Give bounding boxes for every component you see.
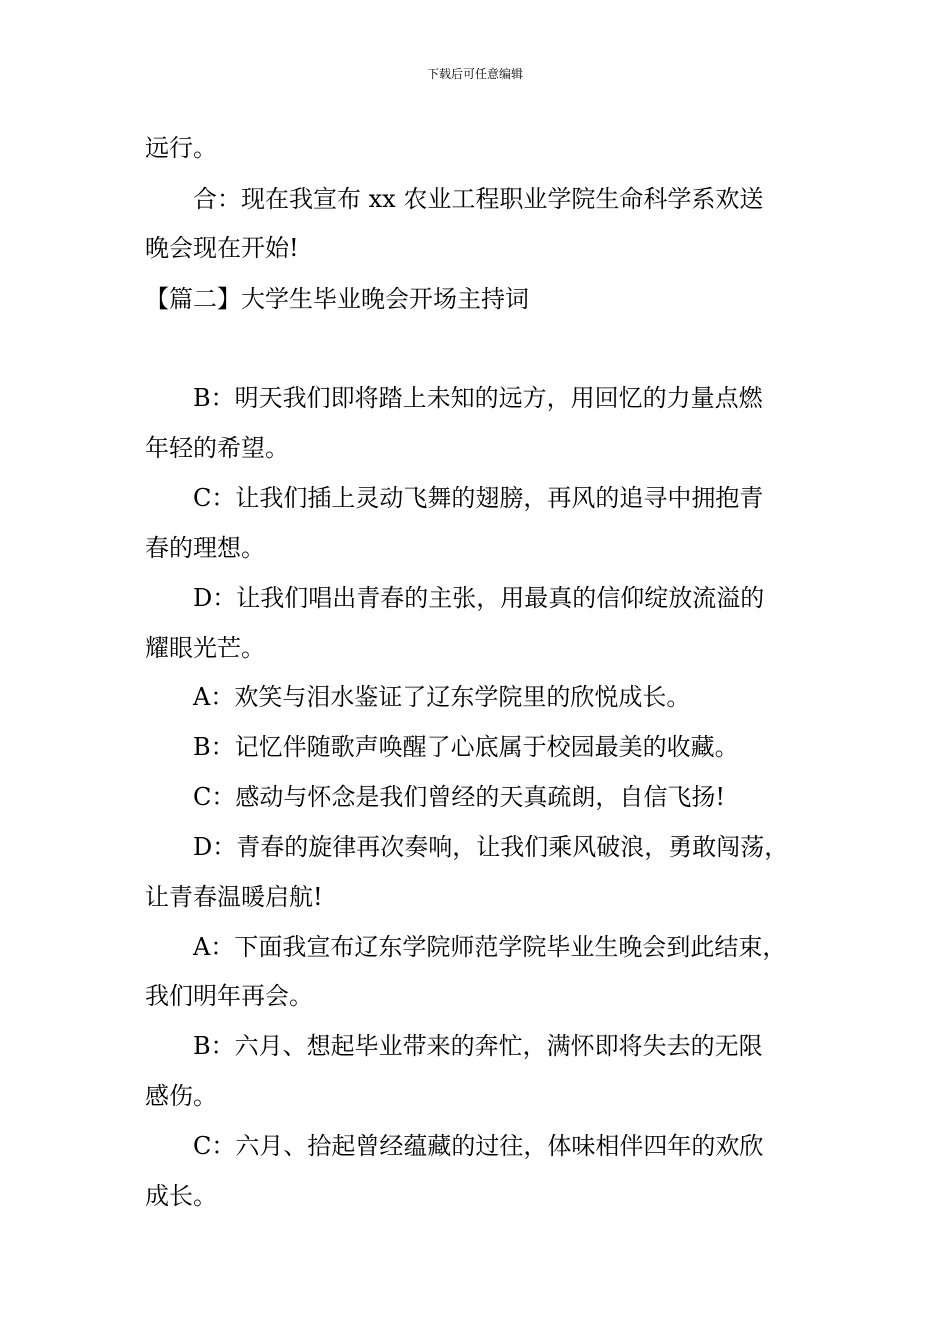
text-line: A：下面我宣布辽东学院师范学院毕业生晚会到此结束， bbox=[193, 933, 787, 961]
text-line: C：六月、拾起曾经蕴藏的过往，体味相伴四年的欢欣 bbox=[193, 1132, 764, 1160]
text-line: C：让我们插上灵动飞舞的翅膀，再风的追寻中拥抱青 bbox=[193, 484, 764, 512]
text-line: D：让我们唱出青春的主张，用最真的信仰绽放流溢的 bbox=[193, 584, 765, 612]
text-line: 远行。 bbox=[145, 134, 217, 162]
text-line: 成长。 bbox=[145, 1182, 217, 1210]
section-heading: 【篇二】大学生毕业晚会开场主持词 bbox=[145, 285, 529, 313]
text-line: 晚会现在开始! bbox=[145, 234, 299, 262]
text-line: C：感动与怀念是我们曾经的天真疏朗，自信飞扬! bbox=[193, 783, 726, 811]
text-line: 让青春温暖启航! bbox=[145, 883, 323, 911]
text-line: 我们明年再会。 bbox=[145, 982, 313, 1010]
text-line: D：青春的旋律再次奏响，让我们乘风破浪，勇敢闯荡， bbox=[193, 833, 789, 861]
text-line: B：明天我们即将踏上未知的远方，用回忆的力量点燃 bbox=[193, 384, 763, 412]
text-line: B：记忆伴随歌声唤醒了心底属于校园最美的收藏。 bbox=[193, 733, 739, 761]
page-header: 下载后可任意编辑 bbox=[426, 67, 523, 81]
text-line: 耀眼光芒。 bbox=[145, 634, 265, 662]
text-line: 年轻的希望。 bbox=[145, 434, 289, 462]
text-line: B：六月、想起毕业带来的奔忙，满怀即将失去的无限 bbox=[193, 1032, 763, 1060]
text-line: 感伤。 bbox=[145, 1082, 217, 1110]
text-line: A：欢笑与泪水鉴证了辽东学院里的欣悦成长。 bbox=[193, 683, 691, 711]
text-line: 春的理想。 bbox=[145, 534, 265, 562]
text-line: 合：现在我宣布 xx 农业工程职业学院生命科学系欢送 bbox=[193, 185, 764, 213]
